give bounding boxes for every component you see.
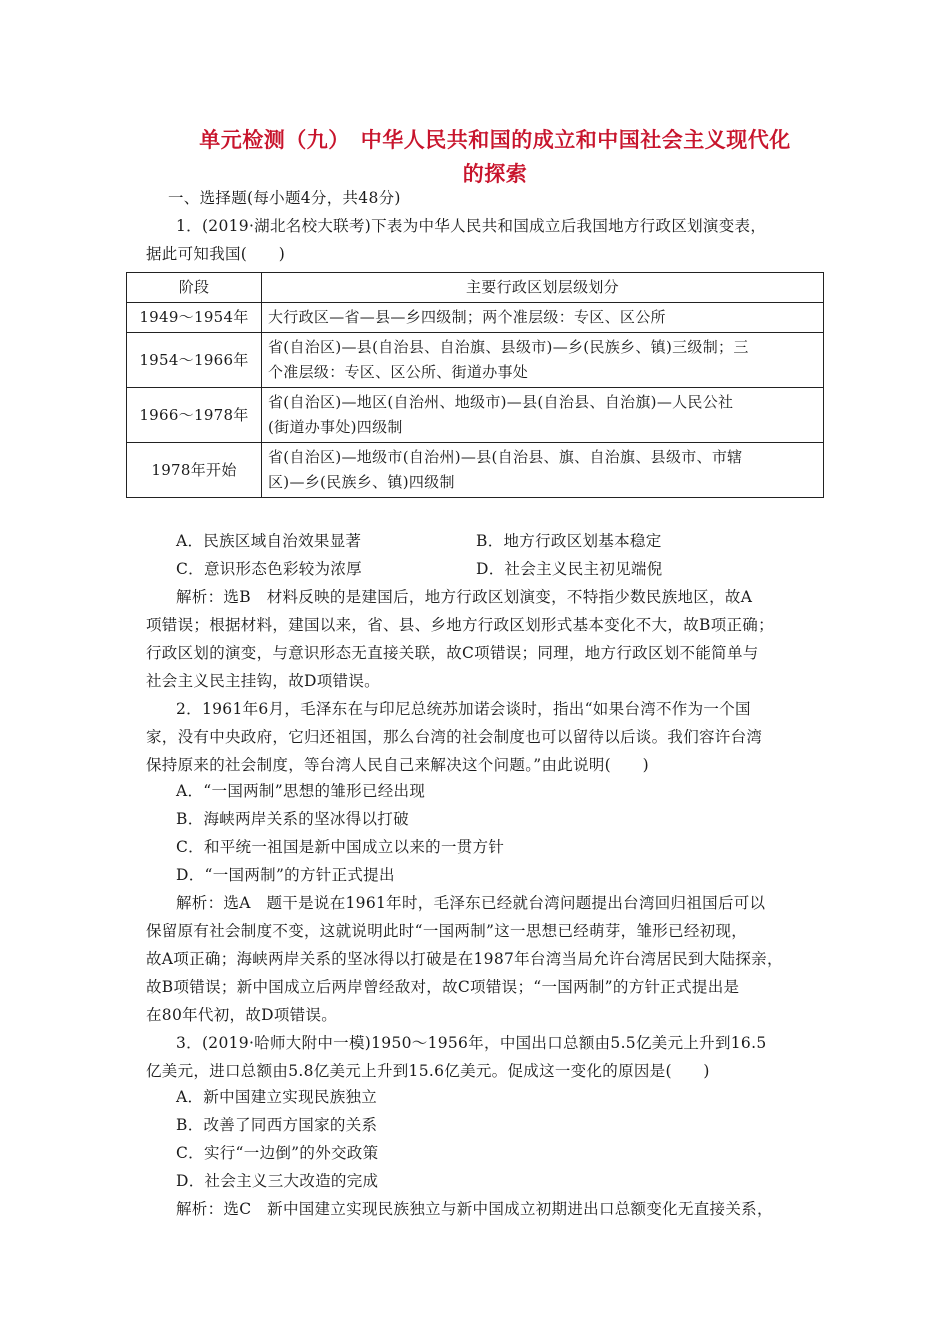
table-cell-stage: 1966～1978年 bbox=[127, 388, 262, 443]
table-cell-line: 省(自治区)—地级市(自治州)—县(自治县、旗、自治旗、县级市、市辖 bbox=[268, 448, 743, 466]
q1-analysis-line: 行政区划的演变，与意识形态无直接关联，故C项错误；同理，地方行政区划不能简单与 bbox=[146, 644, 759, 662]
table-header-division: 主要行政区划层级划分 bbox=[262, 273, 824, 303]
table-cell-division bbox=[262, 333, 824, 388]
table-row bbox=[127, 303, 824, 333]
table-header-row bbox=[127, 273, 824, 303]
table-row bbox=[127, 333, 824, 388]
q1-option-c: C．意识形态色彩较为浓厚 bbox=[176, 560, 362, 578]
section-heading: 一、选择题(每小题4分，共48分) bbox=[168, 189, 401, 207]
q1-option-b: B．地方行政区划基本稳定 bbox=[476, 532, 662, 550]
q2-option-d: D．“一国两制”的方针正式提出 bbox=[176, 866, 395, 884]
q1-analysis-line: 社会主义民主挂钩，故D项错误。 bbox=[146, 672, 380, 690]
q3-option-a: A．新中国建立实现民族独立 bbox=[176, 1088, 378, 1106]
table-cell-line: (街道办事处)四级制 bbox=[268, 418, 403, 436]
table-cell-line: 省(自治区)—地区(自治州、地级市)—县(自治县、自治旗)—人民公社 bbox=[268, 393, 734, 411]
table-cell-stage: 1978年开始 bbox=[127, 443, 262, 498]
table-cell-division bbox=[262, 388, 824, 443]
q2-option-a: A．“一国两制”思想的雏形已经出现 bbox=[176, 782, 426, 800]
q3-stem-line: 3．(2019·哈师大附中一模)1950～1956年，中国出口总额由5.5亿美元上升到16.5 bbox=[176, 1034, 767, 1052]
q2-analysis-line: 在80年代初，故D项错误。 bbox=[146, 1006, 338, 1024]
q2-analysis-line: 故B项错误；新中国成立后两岸曾经敌对，故C项错误；“一国两制”的方针正式提出是 bbox=[146, 978, 740, 996]
q3-stem-line: 亿美元，进口总额由5.8亿美元上升到15.6亿美元。促成这一变化的原因是( ) bbox=[146, 1062, 710, 1080]
q1-analysis-line: 解析：选B 材料反映的是建国后，地方行政区划演变，不特指少数民族地区，故A bbox=[176, 588, 753, 606]
q2-option-c: C．和平统一祖国是新中国成立以来的一贯方针 bbox=[176, 838, 505, 856]
q2-analysis-line: 保留原有社会制度不变，这就说明此时“一国两制”这一思想已经萌芽，雏形已经初现， bbox=[146, 922, 748, 940]
table-cell-line: 大行政区—省—县—乡四级制；两个准层级：专区、区公所 bbox=[268, 308, 666, 326]
table-cell-stage: 1954～1966年 bbox=[127, 333, 262, 388]
table-header-stage: 阶段 bbox=[127, 273, 262, 303]
q1-table bbox=[126, 272, 824, 498]
table-cell-stage: 1949～1954年 bbox=[127, 303, 262, 333]
table-cell-line: 个准层级：专区、区公所、街道办事处 bbox=[268, 363, 529, 381]
document-title-line2: 的探索 bbox=[462, 162, 528, 186]
table-row bbox=[127, 388, 824, 443]
document-title-line1: 单元检测（九） 中华人民共和国的成立和中国社会主义现代化 bbox=[199, 128, 791, 152]
q3-option-c: C．实行“一边倒”的外交政策 bbox=[176, 1144, 379, 1162]
q2-stem-line: 保持原来的社会制度，等台湾人民自己来解决这个问题。”由此说明( ) bbox=[146, 756, 649, 774]
q1-option-d: D．社会主义民主初见端倪 bbox=[476, 560, 663, 578]
q2-analysis-line: 故A项正确；海峡两岸关系的坚冰得以打破是在1987年台湾当局允许台湾居民到大陆探亲， bbox=[146, 950, 783, 968]
q3-option-b: B．改善了同西方国家的关系 bbox=[176, 1116, 378, 1134]
q1-analysis-line: 项错误；根据材料，建国以来，省、县、乡地方行政区划形式基本变化不大，故B项正确； bbox=[146, 616, 774, 634]
q3-option-d: D．社会主义三大改造的完成 bbox=[176, 1172, 379, 1190]
q2-stem-line: 2．1961年6月，毛泽东在与印尼总统苏加诺会谈时，指出“如果台湾不作为一个国 bbox=[176, 700, 751, 718]
table-cell-division bbox=[262, 443, 824, 498]
table-row bbox=[127, 443, 824, 498]
table-cell-division bbox=[262, 303, 824, 333]
q1-stem-line1: 1．(2019·湖北名校大联考)下表为中华人民共和国成立后我国地方行政区划演变表， bbox=[176, 217, 767, 235]
q1-stem-line2: 据此可知我国( ) bbox=[146, 245, 286, 263]
q3-analysis-line: 解析：选C 新中国建立实现民族独立与新中国成立初期进出口总额变化无直接关系， bbox=[176, 1200, 773, 1218]
table-cell-line: 区)—乡(民族乡、镇)四级制 bbox=[268, 473, 455, 491]
q2-stem-line: 家，没有中央政府，它归还祖国，那么台湾的社会制度也可以留待以后谈。我们容许台湾 bbox=[146, 728, 763, 746]
q1-option-a: A．民族区域自治效果显著 bbox=[176, 532, 362, 550]
q2-option-b: B．海峡两岸关系的坚冰得以打破 bbox=[176, 810, 409, 828]
q2-analysis-line: 解析：选A 题干是说在1961年时，毛泽东已经就台湾问题提出台湾回归祖国后可以 bbox=[176, 894, 766, 912]
table-cell-line: 省(自治区)—县(自治县、自治旗、县级市)—乡(民族乡、镇)三级制；三 bbox=[268, 338, 749, 356]
